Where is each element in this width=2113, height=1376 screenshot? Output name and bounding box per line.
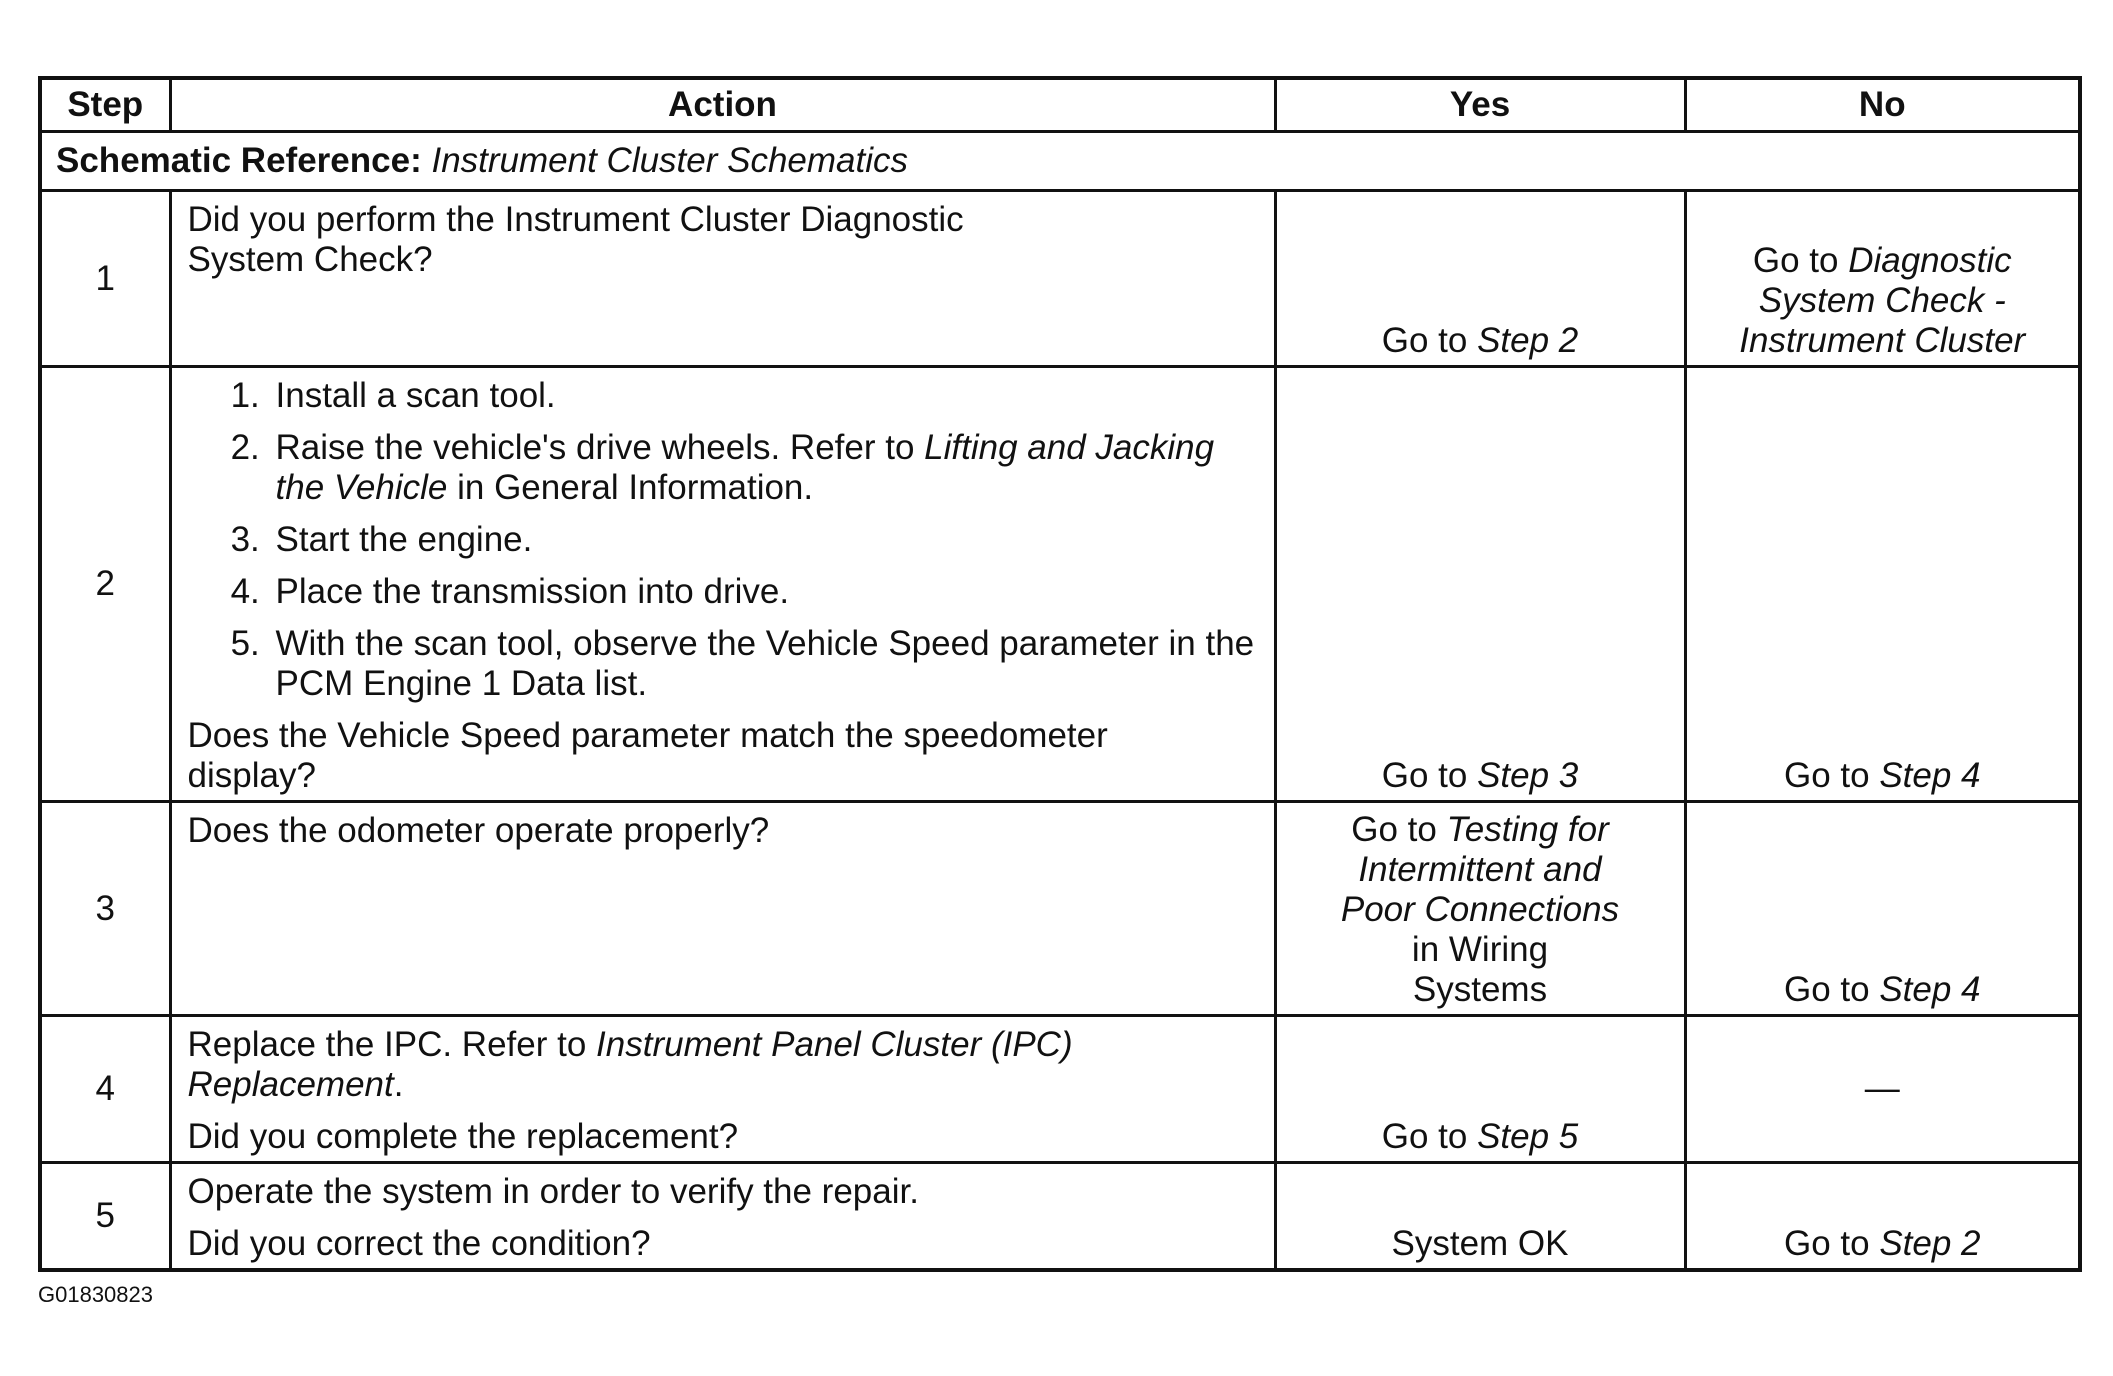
action-text: Did you perform the Instrument Cluster Diagnostic System Check? [187,200,964,279]
list-item: 2. Raise the vehicle's drive wheels. Refer to Lifting and Jacking the Vehicle in General Information. [270,428,1258,508]
yes-cell [1275,191,1685,367]
no-cell [1685,1163,2080,1271]
question-text: Does the Vehicle Speed parameter match the speedometer display? [187,716,1108,795]
list-item: 5. With the scan tool, observe the Vehicle Speed parameter in the PCM Engine 1 Data list. [270,624,1258,704]
yes-prefix: Go to [1381,756,1468,795]
step-number: 1 [40,191,170,367]
header-row [40,78,2080,132]
table-row [40,1016,2080,1163]
action-cell [170,1163,1275,1271]
figure-id: G01830823 [38,1282,153,1307]
table-row [40,367,2080,802]
yes-cell [1275,367,1685,802]
no-cell [1685,802,2080,1016]
list-item: 4. Place the transmission into drive. [270,572,1258,612]
yes-link[interactable]: Testing for Intermittent and Poor Connections [1340,810,1620,929]
yes-prefix: Go to [1381,321,1468,360]
step-number: 2 [40,367,170,802]
schematic-reference-link[interactable]: Instrument Cluster Schematics [431,141,909,180]
table-row [40,1163,2080,1271]
table-row [40,191,2080,367]
reference-link[interactable]: Lifting and Jacking the Vehicle [275,428,1215,507]
no-link[interactable]: Step 4 [1879,970,1981,1009]
yes-link[interactable]: Step 5 [1477,1117,1579,1156]
header-action: Action [170,78,1275,132]
header-step: Step [40,78,170,132]
step-number: 5 [40,1163,170,1271]
yes-prefix: Go to [1351,810,1437,849]
no-cell [1685,191,2080,367]
no-dash: — [1864,1069,1900,1108]
action-text: Does the odometer operate properly? [187,811,770,850]
list-item: 3. Start the engine. [270,520,1258,560]
yes-text: System OK [1391,1224,1569,1263]
no-link[interactable]: Step 4 [1879,756,1981,795]
table-row [40,802,2080,1016]
question-text: Did you correct the condition? [187,1224,651,1263]
no-cell [1685,1016,2080,1163]
yes-prefix: Go to [1381,1117,1468,1156]
action-cell [170,191,1275,367]
no-prefix: Go to [1783,1224,1870,1263]
step-number: 4 [40,1016,170,1163]
question-text: Did you complete the replacement? [187,1117,739,1156]
no-prefix: Go to [1783,756,1870,795]
action-cell [170,367,1275,802]
yes-cell [1275,1163,1685,1271]
reference-link[interactable]: Instrument Panel Cluster (IPC) Replacement [187,1025,1073,1104]
action-text: Replace the IPC. Refer to Instrument Panel Cluster (IPC) Replacement. [187,1025,1073,1104]
no-cell [1685,367,2080,802]
action-text: Operate the system in order to verify the repair. [187,1172,919,1211]
no-prefix: Go to [1783,970,1870,1009]
header-no: No [1685,78,2080,132]
yes-suffix: in Wiring Systems [1411,930,1549,1009]
no-link[interactable]: Diagnostic System Check - Instrument Cluster [1739,241,2026,360]
schematic-reference-row [40,132,2080,191]
yes-link[interactable]: Step 3 [1477,756,1579,795]
schematic-reference [40,132,2080,191]
diagnostic-table [38,76,2082,1272]
no-link[interactable]: Step 2 [1879,1224,1981,1263]
action-cell [170,802,1275,1016]
no-prefix: Go to [1752,241,1839,280]
instruction-list [188,376,1258,704]
schematic-reference-label: Schematic Reference: [56,141,422,180]
step-number: 3 [40,802,170,1016]
action-cell [170,1016,1275,1163]
list-item: 1. Install a scan tool. [270,376,1258,416]
yes-cell [1275,802,1685,1016]
header-yes: Yes [1275,78,1685,132]
yes-link[interactable]: Step 2 [1477,321,1579,360]
yes-cell [1275,1016,1685,1163]
